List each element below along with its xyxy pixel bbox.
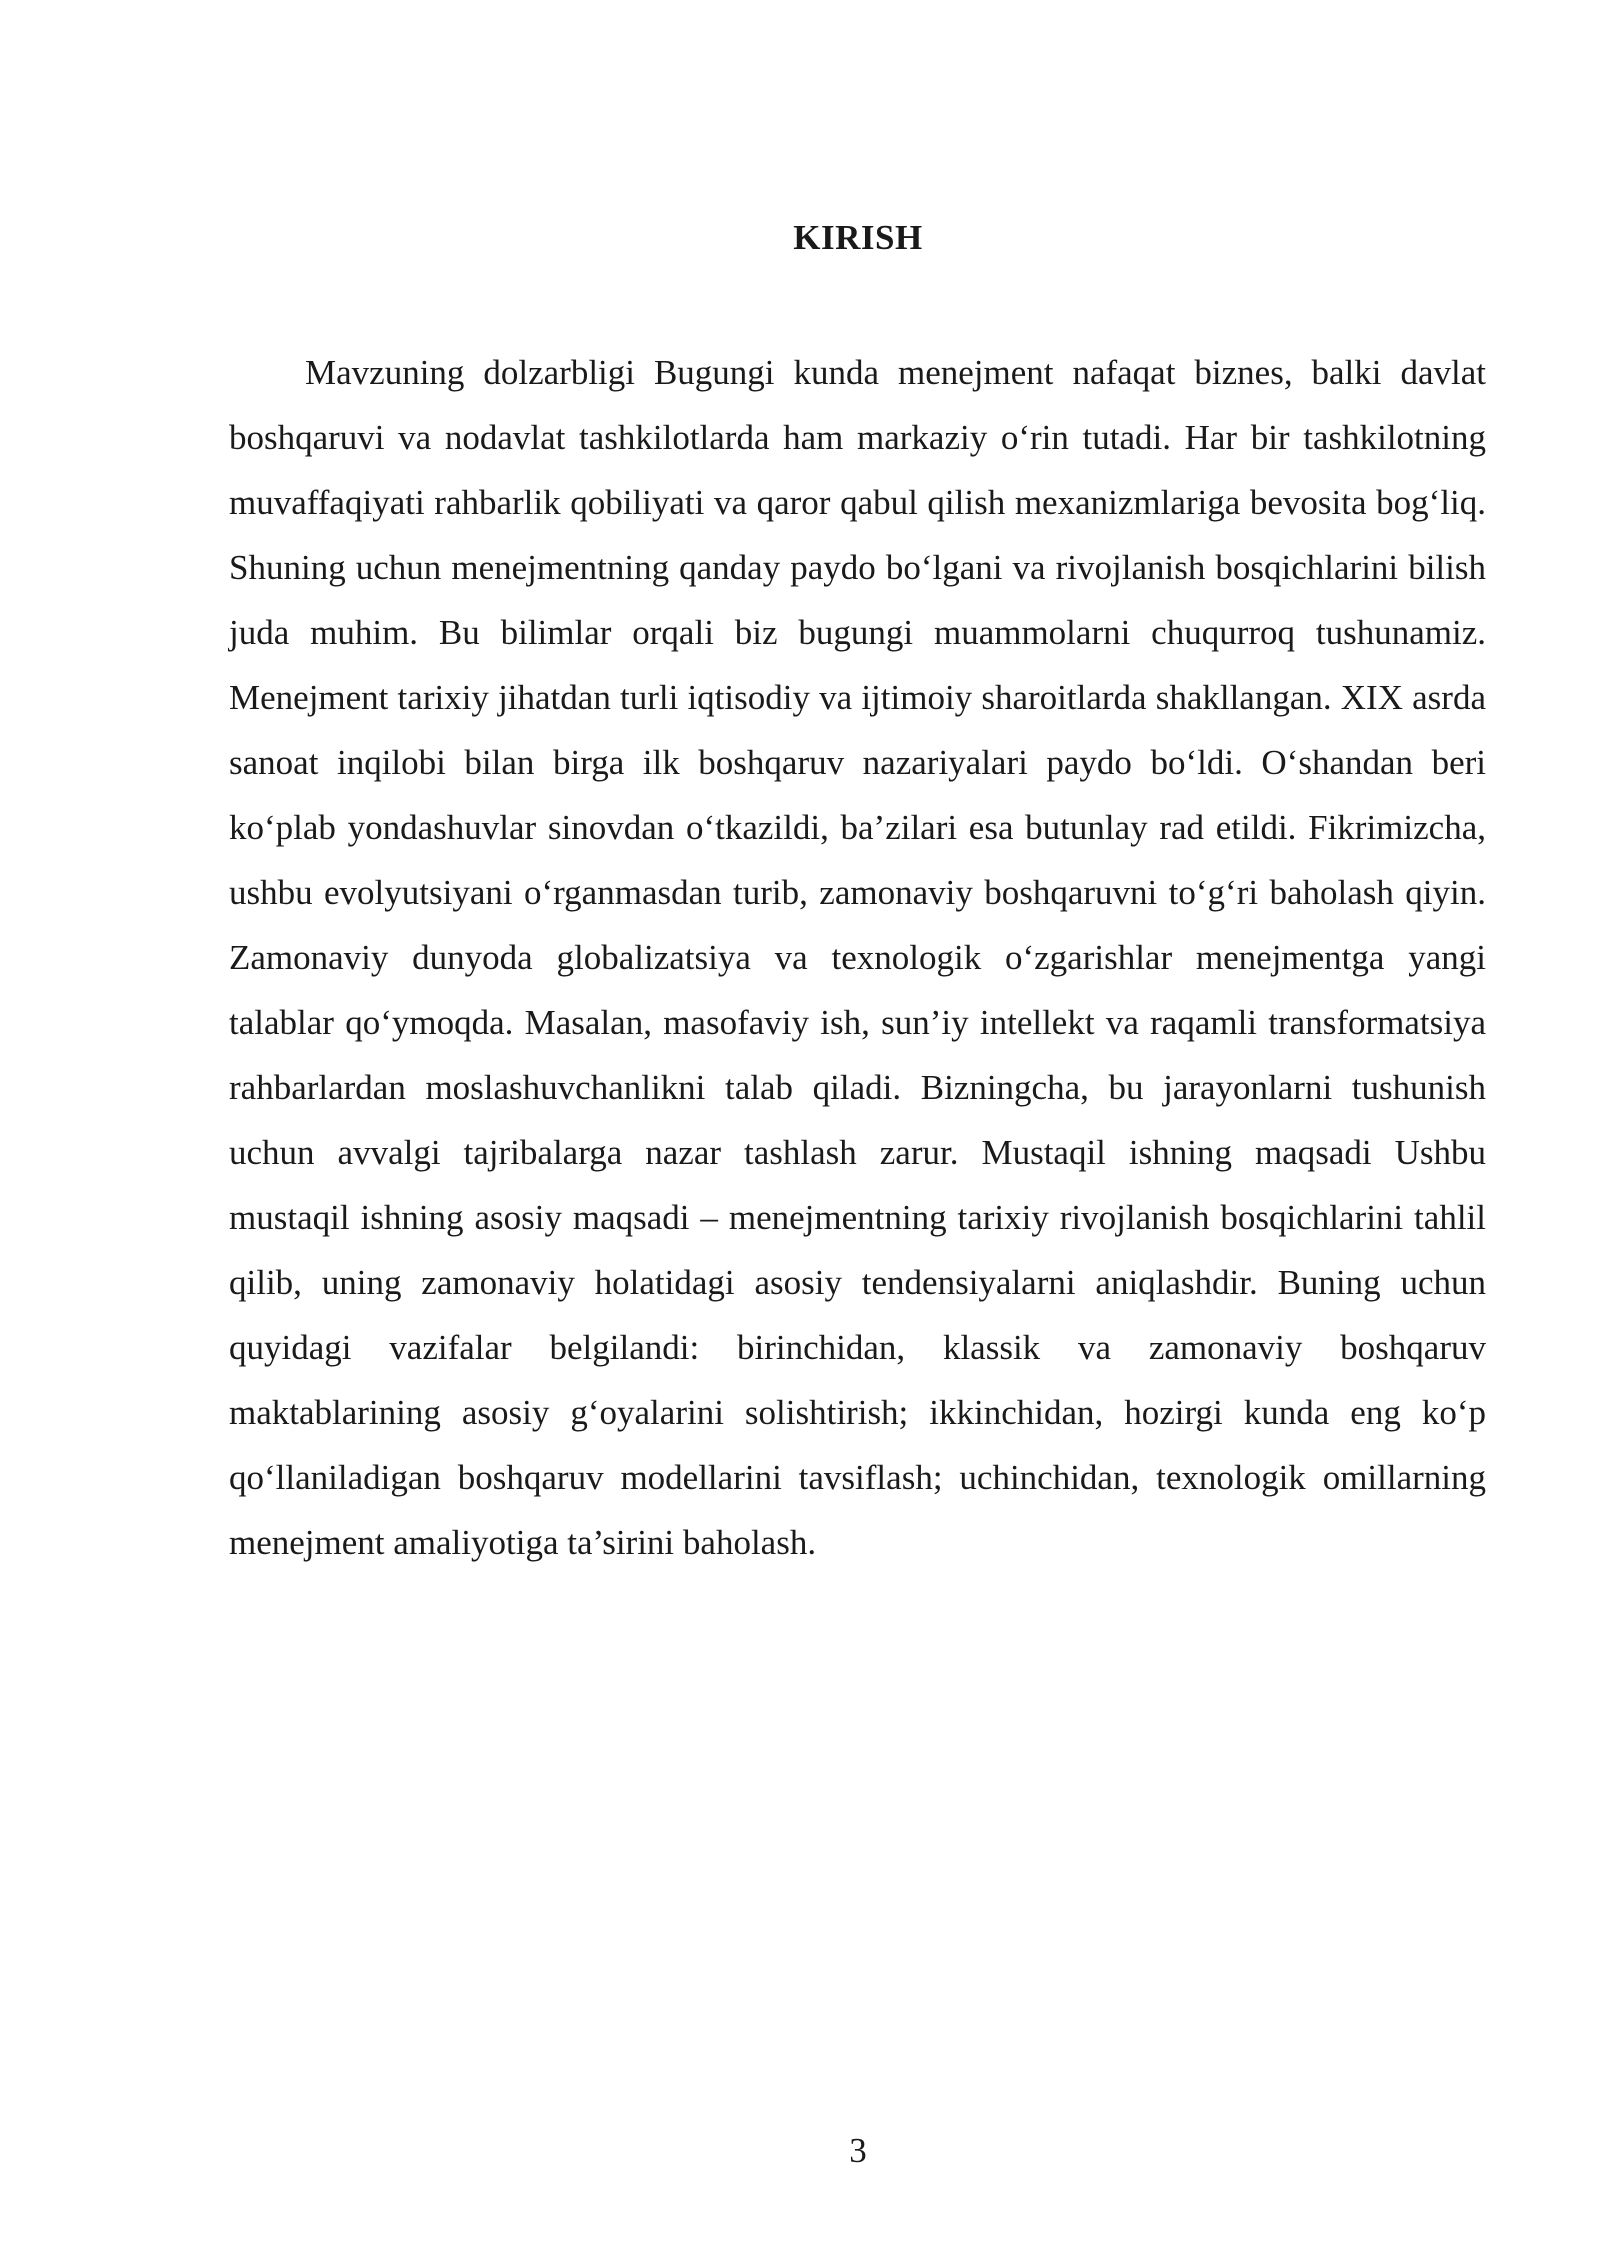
section-title: KIRISH bbox=[793, 218, 923, 257]
page-number: 3 bbox=[849, 2131, 867, 2170]
body-paragraph: Mavzuning dolzarbligi Bugungi kunda menejment nafaqat biznes, balki davlat boshqaruvi va nodavlat tashkilotlarda ham markaziy o‘rin tutadi. Har bir tashkilotning muvaffaqiyati rahbarlik qobiliyati va qaror qabul qilish mexanizmlariga bevosita bog‘liq. Shuning uchun menejmentning qanday paydo bo‘lgani va rivojlanish bosqichlarini bilish juda muhim. Bu bilimlar orqali biz bugungi muammolarni chuqurroq tushunamiz. Menejment tarixiy jihatdan turli iqtisodiy va ijtimoiy sharoitlarda shakllangan. XIX asrda sanoat inqilobi bilan birga ilk boshqaruv nazariyalari paydo bo‘ldi. O‘shandan beri ko‘plab yondashuvlar sinovdan o‘tkazildi, ba’zilari esa butunlay rad etildi. Fikrimizcha, ushbu evolyutsiyani o‘rganmasdan turib, zamonaviy boshqaruvni to‘g‘ri baholash qiyin. Zamonaviy dunyoda globalizatsiya va texnologik o‘zgarishlar menejmentga yangi talablar qo‘ymoqda. Masalan, masofaviy ish, sun’iy intellekt va raqamli transformatsiya rahbarlardan moslashuvchanlikni talab qiladi. Bizningcha, bu jarayonlarni tushunish uchun avvalgi tajribalarga nazar tashlash zarur. Mustaqil ishning maqsadi Ushbu mustaqil ishning asosiy maqsadi – menejmentning tarixiy rivojlanish bosqichlarini tahlil qilib, uning zamonaviy holatidagi asosiy tendensiyalarni aniqlashdir. Buning uchun quyidagi vazifalar belgilandi: birinchidan, klassik va zamonaviy boshqaruv maktablarining asosiy g‘oyalarini solishtirish; ikkinchidan, hozirgi kunda eng ko‘p qo‘llaniladigan boshqaruv modellarini tavsiflash; uchinchidan, texnologik omillarning menejment amaliyotiga ta’sirini baholash. bbox=[229, 353, 1486, 1562]
